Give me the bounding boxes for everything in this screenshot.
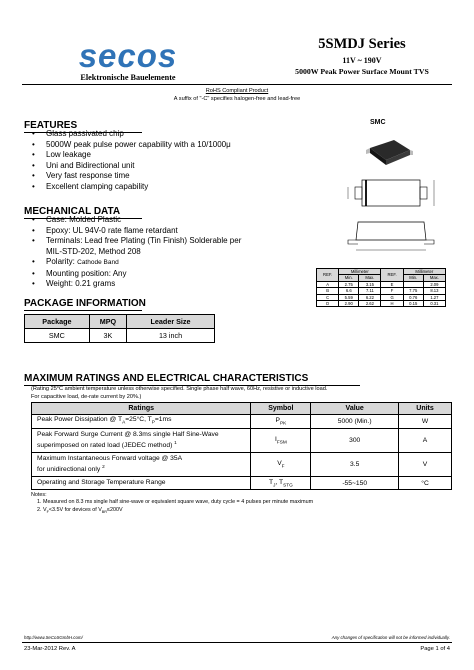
features-title: FEATURES xyxy=(24,120,78,131)
dim-header: Max. xyxy=(359,275,381,281)
param-text: Maximum Instantaneous Forward voltage @ 35A xyxy=(37,454,183,462)
rating-value: -55~150 xyxy=(311,477,399,490)
dim-cell: E xyxy=(381,281,403,287)
mechanical-item: • Weight: 0.21 grams xyxy=(32,279,241,290)
rohs-notice xyxy=(0,87,474,103)
param-sub: P xyxy=(151,419,155,425)
rating-symbol xyxy=(251,453,311,477)
param-footnote: 2 xyxy=(102,463,105,469)
symbol-text: T xyxy=(268,478,274,486)
footer-page-number: Page 1 of 4 xyxy=(420,646,450,652)
ratings-row xyxy=(32,477,452,490)
note-sub: BR xyxy=(101,509,108,514)
pkg-cell: 13 inch xyxy=(127,329,215,343)
rating-parameter xyxy=(32,415,251,429)
param-text: for unidirectional only xyxy=(37,466,101,474)
dimensions-table xyxy=(316,268,446,307)
mechanical-title: MECHANICAL DATA xyxy=(24,206,121,217)
ratings-row xyxy=(32,415,452,429)
mechanical-item xyxy=(32,257,241,269)
mechanical-item: • Mounting position: Any xyxy=(32,269,241,280)
dim-cell: G xyxy=(381,294,403,300)
param-text: =1ms xyxy=(154,416,172,424)
note-text: <3.5V for devices of V xyxy=(48,506,102,513)
feature-item: • Very fast response time xyxy=(32,171,231,182)
symbol-sub: STG xyxy=(283,482,293,488)
dim-cell: 1.27 xyxy=(423,294,445,300)
product-subtitle: 5000W Peak Power Surface Mount TVS xyxy=(295,67,429,76)
ratings-header: Symbol xyxy=(251,403,311,415)
rating-symbol xyxy=(251,477,311,490)
dim-cell: 3.15 xyxy=(359,281,381,287)
dim-cell: 0.15 xyxy=(403,301,423,307)
series-title: 5SMDJ Series xyxy=(318,36,406,52)
pkg-header: MPQ xyxy=(89,315,126,329)
dim-cell: 2.75 xyxy=(339,281,359,287)
notes-label: Notes: xyxy=(31,492,47,498)
pkg-row xyxy=(25,329,215,343)
symbol-sub: PK xyxy=(279,420,287,426)
note-2 xyxy=(31,507,313,516)
voltage-range: 11V ~ 190V xyxy=(342,56,382,65)
symbol-sub: J xyxy=(273,482,276,488)
dim-cell: 7.11 xyxy=(359,288,381,294)
ratings-conditions xyxy=(31,386,451,401)
mechanical-item: • Terminals: Lead free Plating (Tin Finish) Solderable per xyxy=(32,236,241,247)
rohs-line-2: A suffix of "-C" specifies halogen-free and lead-free xyxy=(173,96,301,102)
dim-cell: 6.22 xyxy=(359,294,381,300)
polarity-label: Polarity: xyxy=(46,257,78,266)
dim-header: Millimeter xyxy=(339,269,381,275)
ratings-row xyxy=(32,429,452,453)
dim-header: Min. xyxy=(339,275,359,281)
rating-symbol xyxy=(251,429,311,453)
package-info-title: PACKAGE INFORMATION xyxy=(24,298,146,309)
feature-item: • 5000W peak pulse power capability with a 10/1000μ xyxy=(32,140,231,151)
dim-cell: C xyxy=(317,294,339,300)
polarity-value: Cathode Band xyxy=(77,259,119,266)
smc-chip-image xyxy=(364,136,414,168)
symbol-text: P xyxy=(275,417,280,425)
footer-date: 23-Mar-2012 Rev. A xyxy=(24,646,76,652)
rating-parameter xyxy=(32,453,251,477)
feature-item: • Excellent clamping capability xyxy=(32,182,231,193)
ratings-title: MAXIMUM RATINGS AND ELECTRICAL CHARACTERISTICS xyxy=(24,373,309,384)
dim-header: Millimeter xyxy=(403,269,445,275)
dim-header: Max. xyxy=(423,275,445,281)
dim-header: Min. xyxy=(403,275,423,281)
footer-divider xyxy=(22,642,452,643)
dim-cell: 7.75 xyxy=(403,288,423,294)
rating-parameter xyxy=(32,429,251,453)
ratings-row xyxy=(32,453,452,477)
dim-row xyxy=(317,301,446,307)
symbol-text: , T xyxy=(275,478,284,486)
dim-cell: 2.62 xyxy=(359,301,381,307)
ratings-conditions-line-1: (Rating 25°C ambient temperature unless otherwise specified. Single phase half wave, 60Hz, resistive or inductive load. xyxy=(31,386,328,392)
rating-symbol xyxy=(251,415,311,429)
dim-header: REF. xyxy=(381,269,403,282)
ratings-table xyxy=(31,402,452,490)
mechanical-item: • Epoxy: UL 94V-0 rate flame retardant xyxy=(32,226,241,237)
header-divider xyxy=(22,84,452,85)
symbol-text: V xyxy=(277,460,282,468)
mechanical-item-continued: MIL-STD-202, Method 208 xyxy=(46,246,141,256)
rohs-line-1: RoHS Compliant Product xyxy=(205,88,269,94)
company-logo xyxy=(64,37,192,82)
dim-cell: 2.90 xyxy=(339,301,359,307)
dim-cell: D xyxy=(317,301,339,307)
logo-wordmark: secos xyxy=(78,37,178,74)
dim-cell: 0.76 xyxy=(403,294,423,300)
dim-cell: 5.59 xyxy=(339,294,359,300)
footer-url-link[interactable]: http://www.SeCoSGmbH.com/ xyxy=(24,635,83,640)
pkg-cell: 3K xyxy=(89,329,126,343)
rating-value: 3.5 xyxy=(311,453,399,477)
dim-cell: 0.31 xyxy=(423,301,445,307)
dim-cell: H xyxy=(381,301,403,307)
document-header xyxy=(270,36,454,76)
param-sub: A xyxy=(122,419,126,425)
ratings-conditions-line-2: For capacitive load, de-rate current by 20%.) xyxy=(31,393,142,400)
note-text: ≤200V xyxy=(107,506,123,513)
package-info-table xyxy=(24,314,215,343)
param-footnote: 1 xyxy=(174,439,177,445)
rating-unit: W xyxy=(399,415,452,429)
dim-cell: A xyxy=(317,281,339,287)
rating-parameter: Operating and Storage Temperature Range xyxy=(32,477,251,490)
package-top-view-drawing xyxy=(344,176,438,210)
logo-subtitle: Elektronische Bauelemente xyxy=(80,73,176,82)
feature-item: • Uni and Bidirectional unit xyxy=(32,161,231,172)
dim-cell: 8.13 xyxy=(423,288,445,294)
rating-value: 300 xyxy=(311,429,399,453)
dim-cell: F xyxy=(381,288,403,294)
dim-cell: 6.6 xyxy=(339,288,359,294)
ratings-header: Value xyxy=(311,403,399,415)
pkg-cell: SMC xyxy=(25,329,90,343)
mechanical-item: • Case: Molded Plastic xyxy=(32,215,241,226)
rating-unit: °C xyxy=(399,477,452,490)
note-text: 2. V xyxy=(37,506,47,513)
rating-value: 5000 (Min.) xyxy=(311,415,399,429)
symbol-text: I xyxy=(274,436,277,444)
pkg-header: Package xyxy=(25,315,90,329)
param-text: =25°C, T xyxy=(125,416,152,424)
rating-unit: A xyxy=(399,429,452,453)
features-list xyxy=(32,129,231,192)
ratings-header: Units xyxy=(399,403,452,415)
footer-notice: Any changes of specification will not be informed individually. xyxy=(331,635,450,640)
dim-cell: B xyxy=(317,288,339,294)
dim-header: REF. xyxy=(317,269,339,282)
dim-cell: 2.09 xyxy=(423,281,445,287)
param-text: Peak Forward Surge Current @ 8.3ms single Half Sine-Wave xyxy=(37,430,219,438)
param-text: superimposed on rated load (JEDEC method) xyxy=(37,442,173,450)
rating-unit: V xyxy=(399,453,452,477)
feature-item: • Low leakage xyxy=(32,150,231,161)
feature-item: • Glass passivated chip xyxy=(32,129,231,140)
notes-block xyxy=(31,492,313,516)
ratings-header: Ratings xyxy=(32,403,251,415)
mechanical-list xyxy=(32,215,241,290)
pkg-header: Leader Size xyxy=(127,315,215,329)
note-sub: F xyxy=(46,509,49,514)
symbol-sub: F xyxy=(281,463,285,469)
package-info-underline xyxy=(24,310,142,311)
package-side-view-drawing xyxy=(344,214,438,254)
symbol-sub: FSM xyxy=(276,439,287,445)
param-text: Peak Power Dissipation @ T xyxy=(37,416,123,424)
note-1: 1. Measured on 8.3 ms single half sine-wave or equivalent square wave, duty cycle = 4 pulses per minute maximum xyxy=(37,499,314,506)
package-label: SMC xyxy=(370,119,386,126)
